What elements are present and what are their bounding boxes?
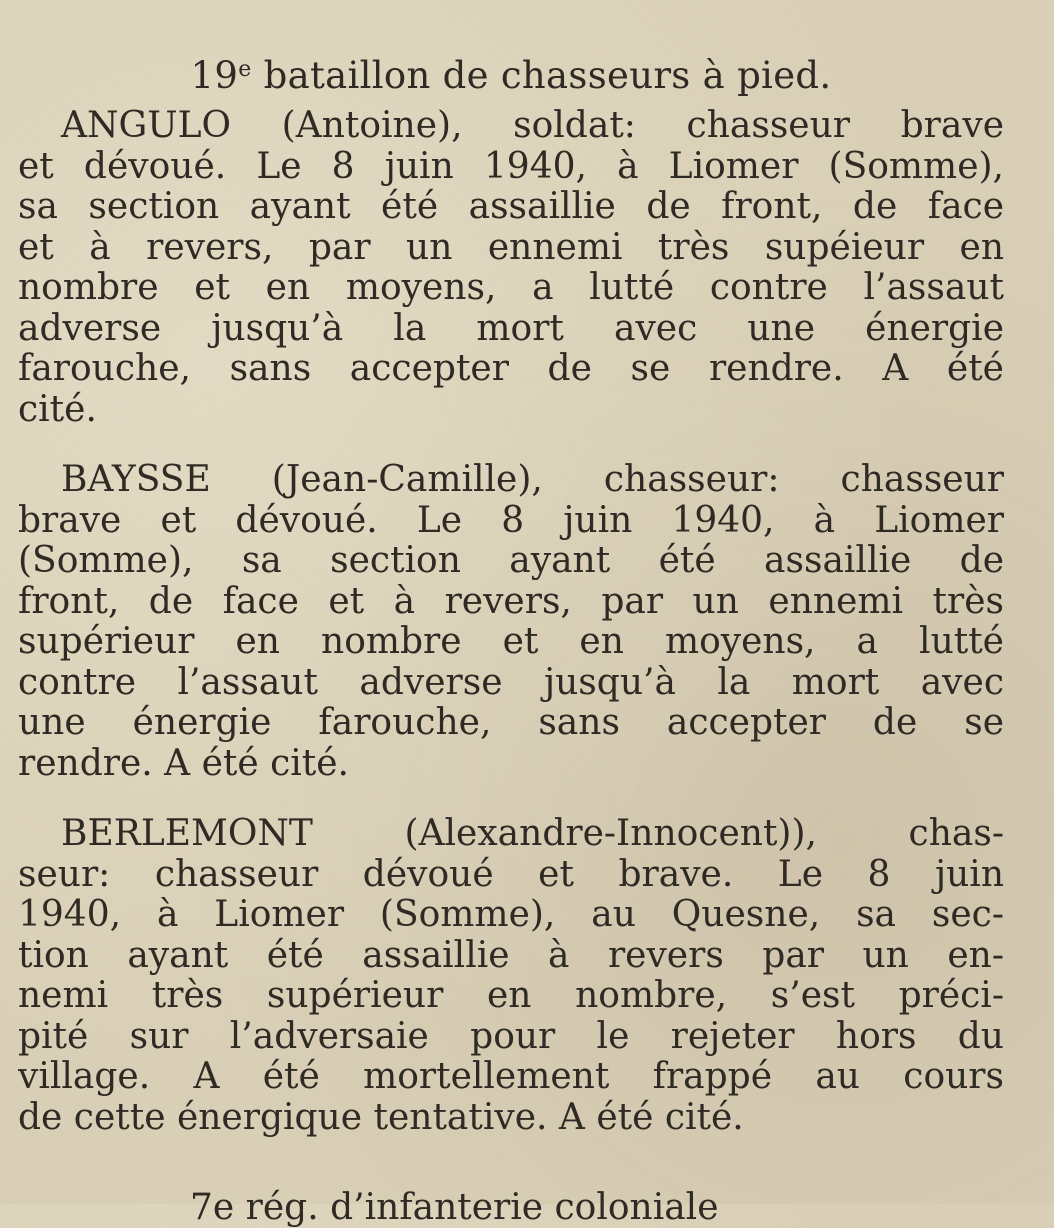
entry-line: une énergie farouche, sans accepter de se <box>18 703 1004 743</box>
entry-line: de cette énergique tentative. A été cité. <box>18 1097 744 1138</box>
heading-ordinal: 19 <box>190 54 239 97</box>
entry-line: front, de face et à revers, par un ennemi très <box>18 581 1004 622</box>
entry-line: nemi très supérieur en nombre, s’est préci- <box>18 976 1004 1016</box>
entry-line: pité sur l’adversaie pour le rejeter hors du <box>18 1016 1004 1057</box>
heading-ordinal-suffix: e <box>238 57 252 82</box>
section-heading <box>18 52 1004 100</box>
entry-line: contre l’assaut adverse jusqu’à la mort avec <box>18 662 1004 703</box>
entry-line: BERLEMONT (Alexandre-Innocent)), chas- <box>61 814 1004 854</box>
citation-entry-baysse <box>18 460 1004 784</box>
entry-line: rendre. A été cité. <box>18 743 349 784</box>
entry-line: ANGULO (Antoine), soldat: chasseur brave <box>61 106 1004 146</box>
heading-text: bataillon de chasseurs à pied. <box>263 54 832 97</box>
entry-line: (Somme), sa section ayant été assaillie de <box>18 541 1004 581</box>
entry-line: 1940, à Liomer (Somme), au Quesne, sa sec- <box>18 895 1004 935</box>
entry-line: et à revers, par un ennemi très supéieur en <box>18 227 1004 268</box>
entry-line: adverse jusqu’à la mort avec une énergie <box>18 308 1004 349</box>
citation-entry-angulo <box>18 106 1004 430</box>
entry-line: village. A été mortellement frappé au cours <box>18 1057 1004 1097</box>
entry-line: et dévoué. Le 8 juin 1940, à Liomer (Somme), <box>18 146 1004 187</box>
citation-entry-berlemont <box>18 814 1004 1138</box>
citation-page <box>18 52 1004 1168</box>
entry-line: supérieur en nombre et en moyens, a lutté <box>18 622 1004 662</box>
entry-line: cité. <box>18 389 97 430</box>
entry-line: farouche, sans accepter de se rendre. A été <box>18 349 1004 389</box>
entry-line: brave et dévoué. Le 8 juin 1940, à Liomer <box>18 500 1004 541</box>
entry-line: nombre et en moyens, a lutté contre l’assaut <box>18 268 1004 308</box>
next-section-heading-partial: 7e rég. d’infanterie coloniale <box>190 1187 719 1228</box>
entry-line: BAYSSE (Jean-Camille), chasseur: chasseur <box>61 460 1004 500</box>
entry-line: seur: chasseur dévoué et brave. Le 8 juin <box>18 854 1004 895</box>
entry-line: tion ayant été assaillie à revers par un en- <box>18 935 1004 976</box>
entry-line: sa section ayant été assaillie de front, de face <box>18 187 1004 227</box>
